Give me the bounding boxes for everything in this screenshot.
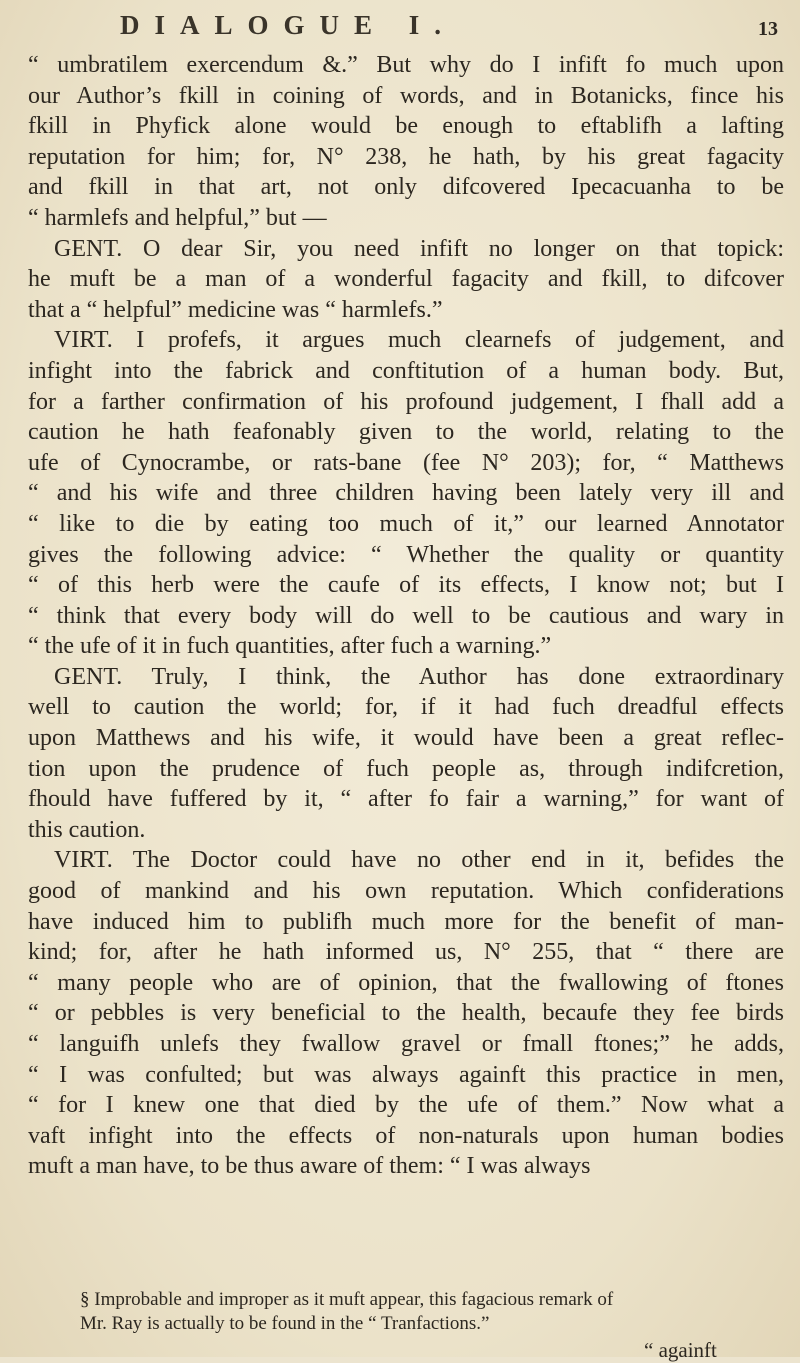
text-line: this caution. <box>28 816 146 843</box>
text-line: VIRT. The Doctor could have no other end in it, befides the <box>54 847 784 874</box>
text-line: “ think that every body will do well to be cautious and wary in <box>28 602 784 629</box>
text-line: reputation for him; for, N° 238, he hath, by his great fagacity <box>28 143 784 170</box>
footnote-line: § Improbable and improper as it muft appear, this fagacious remark of <box>80 1289 614 1310</box>
text-line: caution he hath feafonably given to the world, relating to the <box>28 419 784 446</box>
text-line: well to caution the world; for, if it had fuch dreadful effects <box>28 694 784 721</box>
catchword: “ againft <box>644 1338 717 1362</box>
text-line: “ like to die by eating too much of it,” our learned Annotator <box>28 510 784 537</box>
text-line: kind; for, after he hath informed us, N° 255, that “ there are <box>28 939 784 966</box>
footnote-line: Mr. Ray is actually to be found in the “ Tranfactions.” <box>80 1313 490 1334</box>
text-line: good of mankind and his own reputation. Which confiderations <box>28 878 784 905</box>
text-line: that a “ helpful” medicine was “ harmlefs.” <box>28 296 443 323</box>
text-line: ufe of Cynocrambe, or rats-bane (fee N° 203); for, “ Matthews <box>28 449 784 476</box>
page-header <box>0 6 800 46</box>
footnote <box>80 1288 770 1336</box>
page-number: 13 <box>758 18 778 40</box>
text-line: “ languifh unlefs they fwallow gravel or fmall ftones;” he adds, <box>28 1031 784 1057</box>
text-line: infight into the fabrick and conftitution of a human body. But, <box>28 357 784 384</box>
text-line: and fkill in that art, not only difcovered Ipecacuanha to be <box>28 174 784 201</box>
running-title: DIALOGUE I. <box>120 10 457 40</box>
text-line: fhould have fuffered by it, “ after fo fair a warning,” for want of <box>28 786 784 813</box>
body-text <box>28 50 784 1182</box>
text-line: GENT. Truly, I think, the Author has done extraordinary <box>54 663 784 690</box>
text-line: GENT. O dear Sir, you need infift no longer on that topick: <box>54 235 784 262</box>
text-line: “ umbratilem exercendum &.” But why do I infift fo much upon <box>28 52 784 78</box>
text-line: for a farther confirmation of his profound judgement, I fhall add a <box>28 388 784 415</box>
text-line: “ and his wife and three children having been lately very ill and <box>28 480 784 507</box>
text-line: our Author’s fkill in coining of words, and in Botanicks, fince his <box>28 82 784 109</box>
text-line: “ the ufe of it in fuch quantities, after fuch a warning.” <box>28 633 552 660</box>
text-line: “ many people who are of opinion, that the fwallowing of ftones <box>28 969 784 996</box>
text-line: “ or pebbles is very beneficial to the health, becaufe they fee birds <box>28 1000 784 1027</box>
text-line: “ of this herb were the caufe of its effects, I know not; but I <box>28 572 784 599</box>
text-line: VIRT. I profefs, it argues much clearnefs of judgement, and <box>54 327 784 354</box>
text-line: he muft be a man of a wonderful fagacity and fkill, to difcover <box>28 266 784 293</box>
text-line: gives the following advice: “ Whether the quality or quantity <box>28 541 784 568</box>
text-line: have induced him to publifh much more for the benefit of man- <box>28 908 784 935</box>
text-line: upon Matthews and his wife, it would have been a great reflec- <box>28 725 784 752</box>
text-line: muft a man have, to be thus aware of them: “ I was always <box>28 1153 591 1180</box>
text-line: fkill in Phyfick alone would be enough to eftablifh a lafting <box>28 113 784 140</box>
text-line: “ for I knew one that died by the ufe of them.” Now what a <box>28 1092 784 1119</box>
text-line: “ I was confulted; but was always againft this practice in men, <box>28 1061 784 1088</box>
text-line: vaft infight into the effects of non-naturals upon human bodies <box>28 1122 784 1149</box>
text-line: tion upon the prudence of fuch people as, through indifcretion, <box>28 755 784 782</box>
text-line: “ harmlefs and helpful,” but — <box>28 204 327 231</box>
